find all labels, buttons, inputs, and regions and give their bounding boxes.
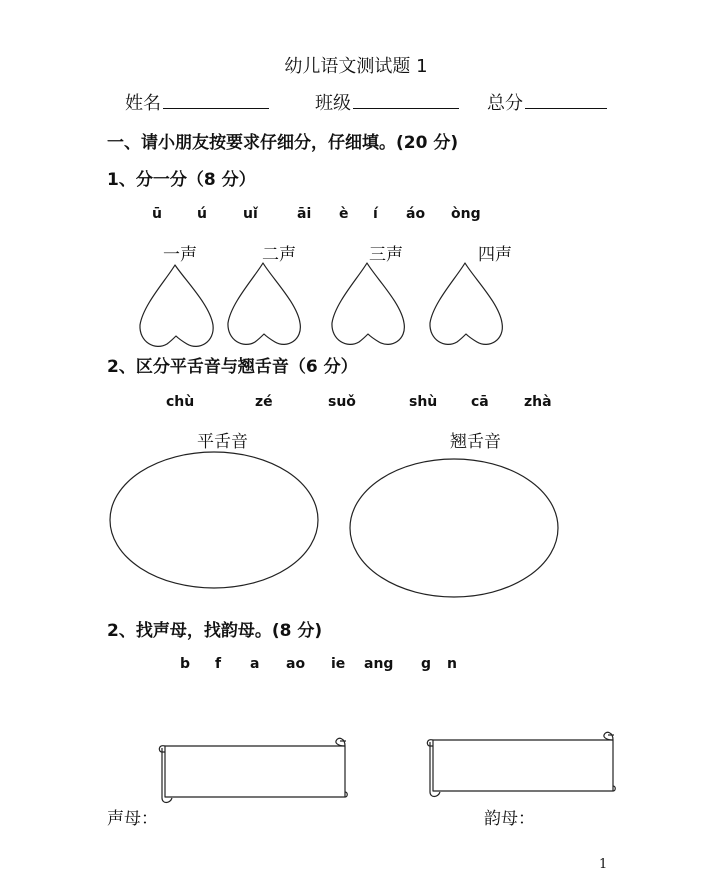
q2-syllable: chù [166, 394, 195, 410]
tone-label-2: 二声 [262, 245, 296, 265]
q1-syllable: ū [152, 206, 162, 222]
retroflex-label: 翘舌音 [450, 432, 501, 452]
q1-heading: 1、分一分（8 分） [107, 170, 256, 190]
class-label: 班级 [315, 93, 351, 114]
tone-label-1: 一声 [163, 245, 197, 265]
heart-box-3[interactable] [332, 263, 404, 344]
q2-syllable: zhà [524, 394, 552, 410]
q1-syllable: òng [451, 206, 481, 222]
q3-letter: g [421, 656, 432, 672]
q3-letter: n [447, 656, 457, 672]
heart-box-1[interactable] [140, 265, 213, 346]
q3-letter: a [250, 656, 260, 672]
q3-letter: ang [364, 656, 394, 672]
tone-label-3: 三声 [369, 245, 403, 265]
q1-syllable: ú [197, 206, 207, 222]
flat-tongue-ellipse[interactable] [110, 452, 318, 588]
q1-syllable: è [339, 206, 349, 222]
score-label: 总分 [487, 93, 523, 114]
finals-scroll[interactable] [427, 732, 615, 796]
q3-letter: ie [331, 656, 346, 672]
heart-box-2[interactable] [228, 263, 300, 344]
q3-letter: f [215, 656, 222, 672]
heart-box-4[interactable] [430, 263, 502, 344]
q2-syllable: zé [255, 394, 273, 410]
q1-syllable: í [373, 206, 378, 222]
q3-heading: 2、找声母，找韵母。(8 分) [107, 621, 323, 641]
q3-letter: ao [286, 656, 306, 672]
q3-letter: b [180, 656, 191, 672]
q1-syllable: āi [297, 206, 312, 222]
q2-syllable: shù [409, 394, 438, 410]
q2-syllable: suǒ [328, 394, 356, 410]
q2-heading: 2、区分平舌音与翘舌音（6 分） [107, 357, 358, 377]
flat-tongue-label: 平舌音 [197, 432, 248, 452]
q2-syllable: cā [471, 394, 489, 410]
name-label: 姓名 [125, 93, 161, 114]
section1-heading: 一、请小朋友按要求仔细分，仔细填。(20 分) [107, 133, 459, 153]
initials-label: 声母： [107, 809, 158, 829]
initials-scroll[interactable] [159, 738, 347, 802]
finals-label: 韵母： [484, 809, 535, 829]
tone-label-4: 四声 [478, 245, 512, 265]
retroflex-ellipse[interactable] [350, 459, 558, 597]
q1-syllable: áo [406, 206, 426, 222]
page-number: 1 [599, 857, 608, 872]
q1-syllable: uǐ [243, 206, 258, 222]
page-title: 幼儿语文测试题 1 [284, 56, 428, 77]
